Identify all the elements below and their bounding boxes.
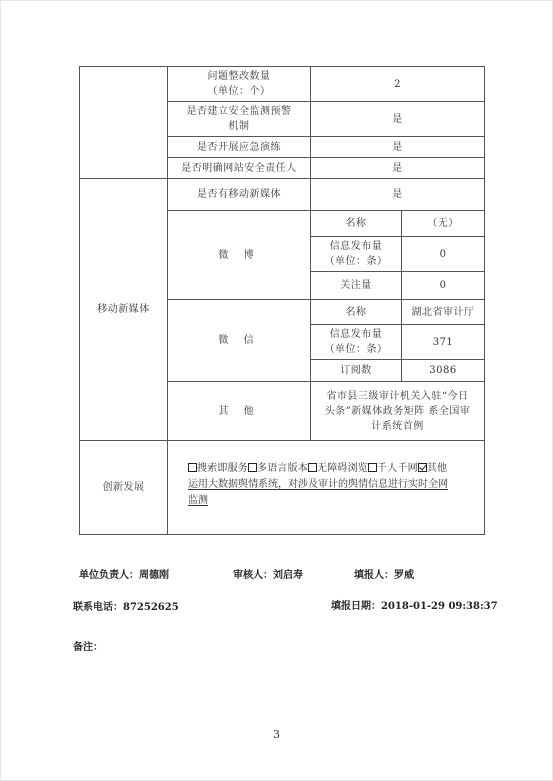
wechat-subs-value: 3086 [401,359,485,382]
filler [354,566,414,581]
drill-value: 是 [310,136,485,158]
monitoring-value: 是 [310,101,485,137]
weibo-posts-label-line2: （单位：条） [324,256,388,267]
monitoring-label [167,101,311,137]
wechat-posts-label [310,324,402,360]
weibo-posts-value: 0 [401,236,485,272]
wechat-title: 微 信 [167,299,311,382]
checkbox-accessible[interactable] [308,463,317,472]
innovation-detail-line2: 监测 [188,495,208,506]
other-value-line3: 计系统首例 [371,420,424,432]
phone-label: 联系电话： [73,602,123,613]
owner-value: 是 [310,157,485,179]
problems-label-line1: 问题整改数量 [207,71,271,82]
other-title: 其 他 [167,381,311,441]
reviewer-label: 审核人： [233,570,273,581]
category-cell-security [79,66,168,179]
weibo-posts-label-line1: 信息发布量 [329,241,383,252]
unit-head-label: 单位负责人： [79,570,139,581]
has-mobile-label: 是否有移动新媒体 [167,178,311,211]
fill-date [331,597,498,612]
remarks-label: 备注： [73,642,103,653]
fill-date-label: 填报日期： [331,601,381,612]
weibo-follow-value: 0 [401,271,485,300]
wechat-posts-label-line1: 信息发布量 [329,329,383,340]
checkbox-search-service[interactable] [188,463,197,472]
problems-value: 2 [310,66,485,102]
filler-label: 填报人： [354,570,394,581]
innovation-checkbox-row [188,461,470,477]
owner-label: 是否明确网站安全责任人 [167,157,311,179]
phone-value: 87252625 [123,602,179,613]
checkbox-personalized[interactable] [368,463,377,472]
wechat-posts-value: 371 [401,324,485,360]
option-search-service: 搜索即服务 [197,463,248,474]
wechat-name-label: 名称 [310,299,402,325]
unit-head [79,566,169,581]
option-personalized: 千人千网 [377,463,418,474]
checkbox-other[interactable] [418,463,427,472]
unit-head-value: 周德刚 [139,570,169,581]
wechat-name-value: 湖北省审计厅 [401,299,485,325]
other-value-line2: 头条”新媒体政务矩阵 系全国审 [324,405,471,417]
wechat-subs-label: 订阅数 [310,359,402,382]
checkbox-multilingual[interactable] [248,463,257,472]
innovation-detail-line1: 运用大数据舆情系统，对涉及审计的舆情信息进行实时全网 [188,479,448,490]
monitoring-label-line1: 是否建立安全监测预警 [186,106,292,117]
innovation-options [167,440,485,535]
monitoring-label-line2: 机制 [228,121,250,132]
phone [73,598,179,613]
weibo-name-label: 名称 [310,210,402,237]
problems-label [167,66,311,102]
has-mobile-value: 是 [310,178,485,211]
weibo-title: 微 博 [167,210,311,300]
weibo-follow-label: 关注量 [310,271,402,300]
reviewer-value: 刘启寿 [273,570,303,581]
innovation-section-label: 创新发展 [79,440,168,535]
wechat-posts-label-line2: （单位：条） [324,344,388,355]
weibo-name-value: （无） [401,210,485,237]
mobile-section-label: 移动新媒体 [79,178,168,441]
filler-value: 罗威 [394,570,414,581]
reviewer [233,566,303,581]
option-multilingual: 多语言版本 [257,463,308,474]
drill-label: 是否开展应急演练 [167,136,311,158]
fill-date-value: 2018-01-29 09:38:37 [381,601,498,612]
option-other: 其他 [426,463,448,474]
other-value-line1: 省市县三级审计机关入驻“今日 [326,390,469,402]
weibo-posts-label [310,236,402,272]
problems-label-line2: （单位：个） [207,86,271,97]
page-number: 3 [273,728,280,741]
other-value [310,381,485,441]
option-accessible: 无障碍浏览 [317,463,368,474]
